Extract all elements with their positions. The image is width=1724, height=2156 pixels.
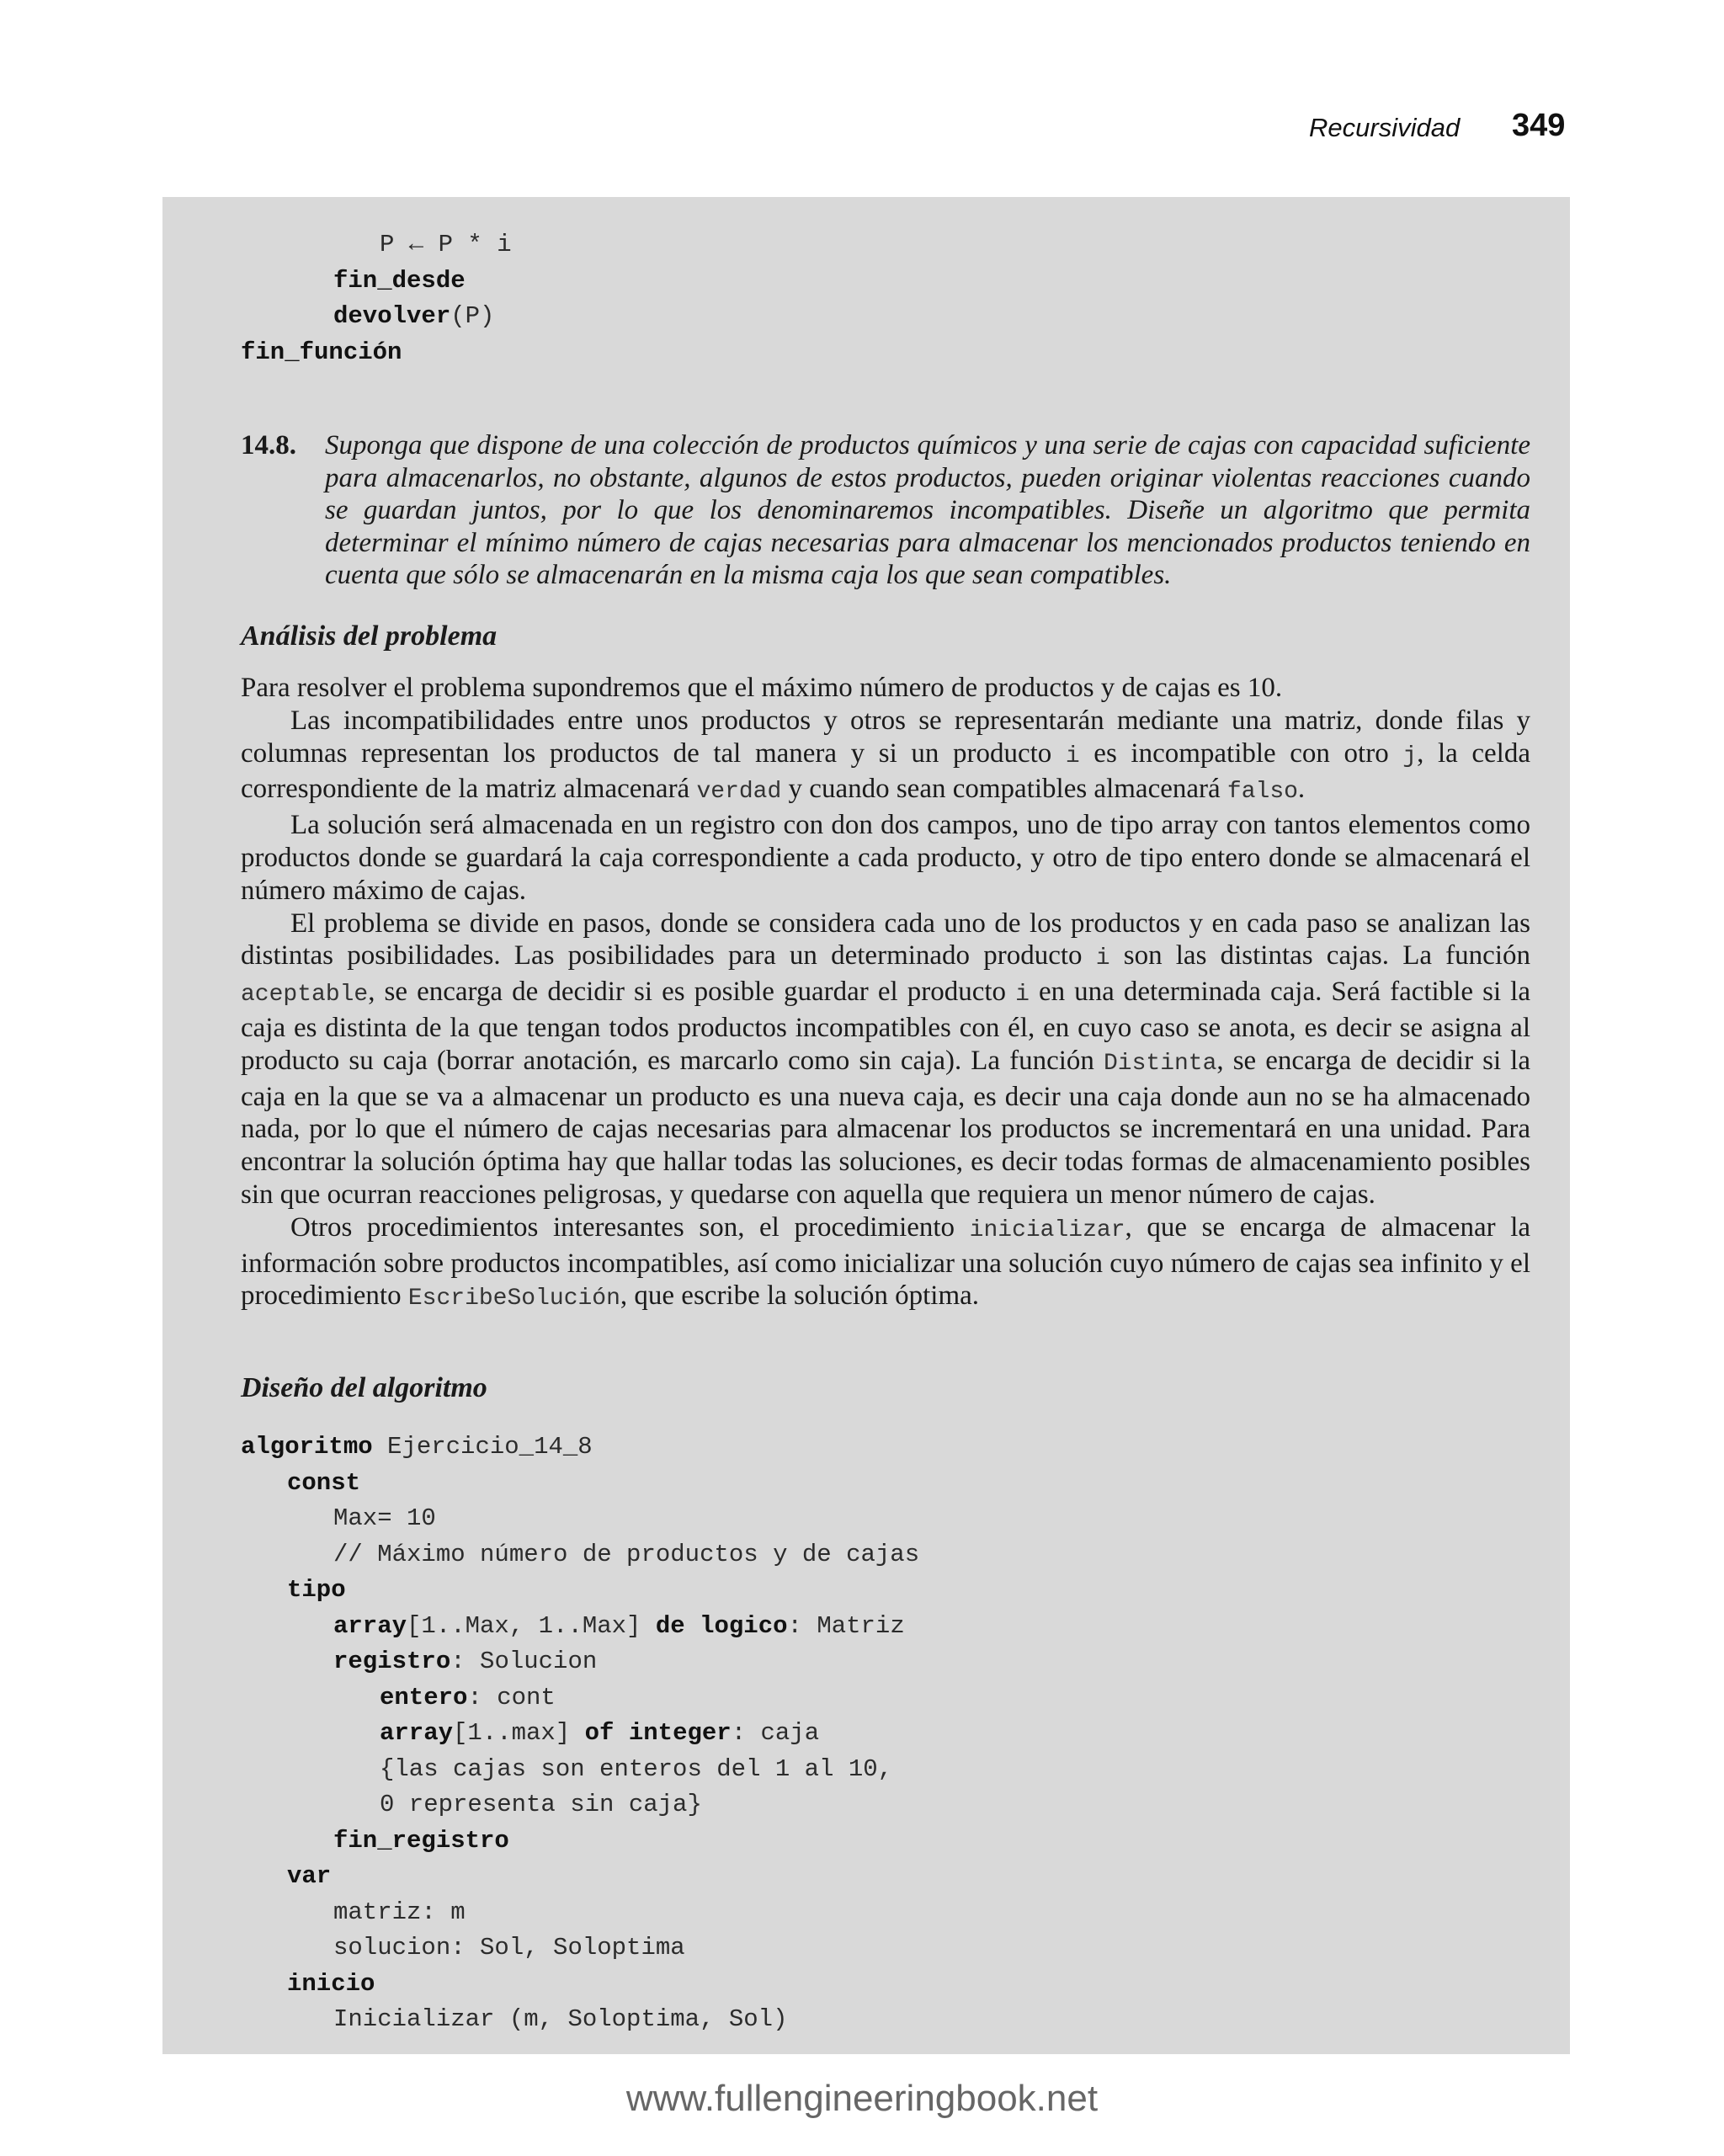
code-line: 0 representa sin caja} — [380, 1791, 702, 1818]
code-line: const — [287, 1468, 361, 1497]
code-line: entero: cont — [380, 1683, 556, 1711]
code-line: var — [287, 1862, 332, 1890]
code-line: Max= 10 — [333, 1504, 436, 1532]
code-line: P ← P * i — [380, 231, 512, 258]
code-line: array[1..Max, 1..Max] de logico: Matriz — [333, 1611, 905, 1640]
paragraph: La solución será almacenada en un registro con don dos campos, uno de tipo array con tantos elementos como productos donde se guardará la caja correspondiente a cada producto, y otro de tipo entero donde se almacenará el número máximo de cajas. — [241, 810, 1530, 906]
code-line: fin_función — [241, 338, 402, 366]
code-line: devolver(P) — [333, 302, 495, 330]
algorithm-code-block — [241, 1429, 919, 2038]
code-line: registro: Solucion — [333, 1648, 598, 1675]
exercise-statement: Suponga que dispone de una colección de productos químicos y una serie de cajas con capacidad suficiente para almacenarlos, no obstante, algunos de estos productos, pueden originar violentas reacciones cuando se guardan juntos, por lo que los denominaremos incompatibles. Diseñe un algoritmo que permita determinar el mínimo número de cajas necesarias para almacenar los mencionados productos teniendo en cuenta que sólo se almacenarán en la misma caja los que sean compatibles. — [325, 430, 1530, 590]
code-line: inicio — [287, 1969, 375, 1998]
code-line: solucion: Sol, Soloptima — [333, 1934, 685, 1962]
running-header-title: Recursividad — [1309, 113, 1461, 142]
top-code-block — [241, 227, 512, 370]
code-line: matriz: m — [333, 1898, 466, 1926]
code-line: array[1..max] of integer: caja — [380, 1719, 820, 1747]
code-line: fin_registro — [333, 1826, 509, 1855]
design-heading: Diseño del algoritmo — [241, 1372, 487, 1403]
paragraph: Las incompatibilidades entre unos productos y otros se representarán mediante una matriz, donde filas y columnas representan los productos de tal manera y si un producto i es incompatible con otro j, la celda correspondiente de la matriz almacenará verdad y cuando sean compatibles almacenará falso. — [241, 705, 1530, 806]
page-number: 349 — [1512, 108, 1566, 143]
analysis-heading: Análisis del problema — [241, 620, 498, 652]
code-line: // Máximo número de productos y de cajas — [333, 1540, 920, 1568]
paragraph: El problema se divide en pasos, donde se considera cada uno de los productos y en cada paso se analizan las distintas posibilidades. Las posibilidades para un determinado producto i son las distintas cajas. La función aceptable, se encarga de decidir si es posible guardar el producto i en una determinada caja. Será factible si la caja es distinta de la que tengan todos productos incompatibles con él, en cuyo caso se anota, es decir se asigna al producto su caja (borrar anotación, es marcarlo como sin caja). La función Distinta, se encarga de decidir si la caja en la que se va a almacenar un producto es una nueva caja, es decir una caja donde aun no se ha almacenado nada, por lo que el número de cajas necesarias para almacenar los productos se incrementará en una unidad. Para encontrar la solución óptima hay que hallar todas las soluciones, es decir todas formas de almacenamiento posibles sin que ocurran reacciones peligrosas, y quedarse con aquella que requiera un menor número de cajas. — [241, 908, 1530, 1210]
code-line: {las cajas son enteros del 1 al 10, — [380, 1754, 893, 1783]
footer-watermark-url: www.fullengineeringbook.net — [625, 2078, 1099, 2119]
paragraph: Para resolver el problema supondremos que el máximo número de productos y de cajas es 10. — [241, 673, 1283, 703]
analysis-body — [241, 672, 1530, 1316]
paragraph: Otros procedimientos interesantes son, el procedimiento inicializar, que se encarga de almacenar la información sobre productos incompatibles, así como inicializar una solución cuyo número de cajas sea infinito y el procedimiento EscribeSolución, que escribe la solución óptima. — [241, 1211, 1531, 1312]
code-line: tipo — [287, 1576, 346, 1604]
code-line: fin_desde — [333, 266, 466, 295]
code-line: Inicializar (m, Soloptima, Sol) — [333, 2005, 788, 2033]
code-line: algoritmo Ejercicio_14_8 — [241, 1433, 593, 1461]
exercise-number: 14.8. — [241, 430, 296, 460]
